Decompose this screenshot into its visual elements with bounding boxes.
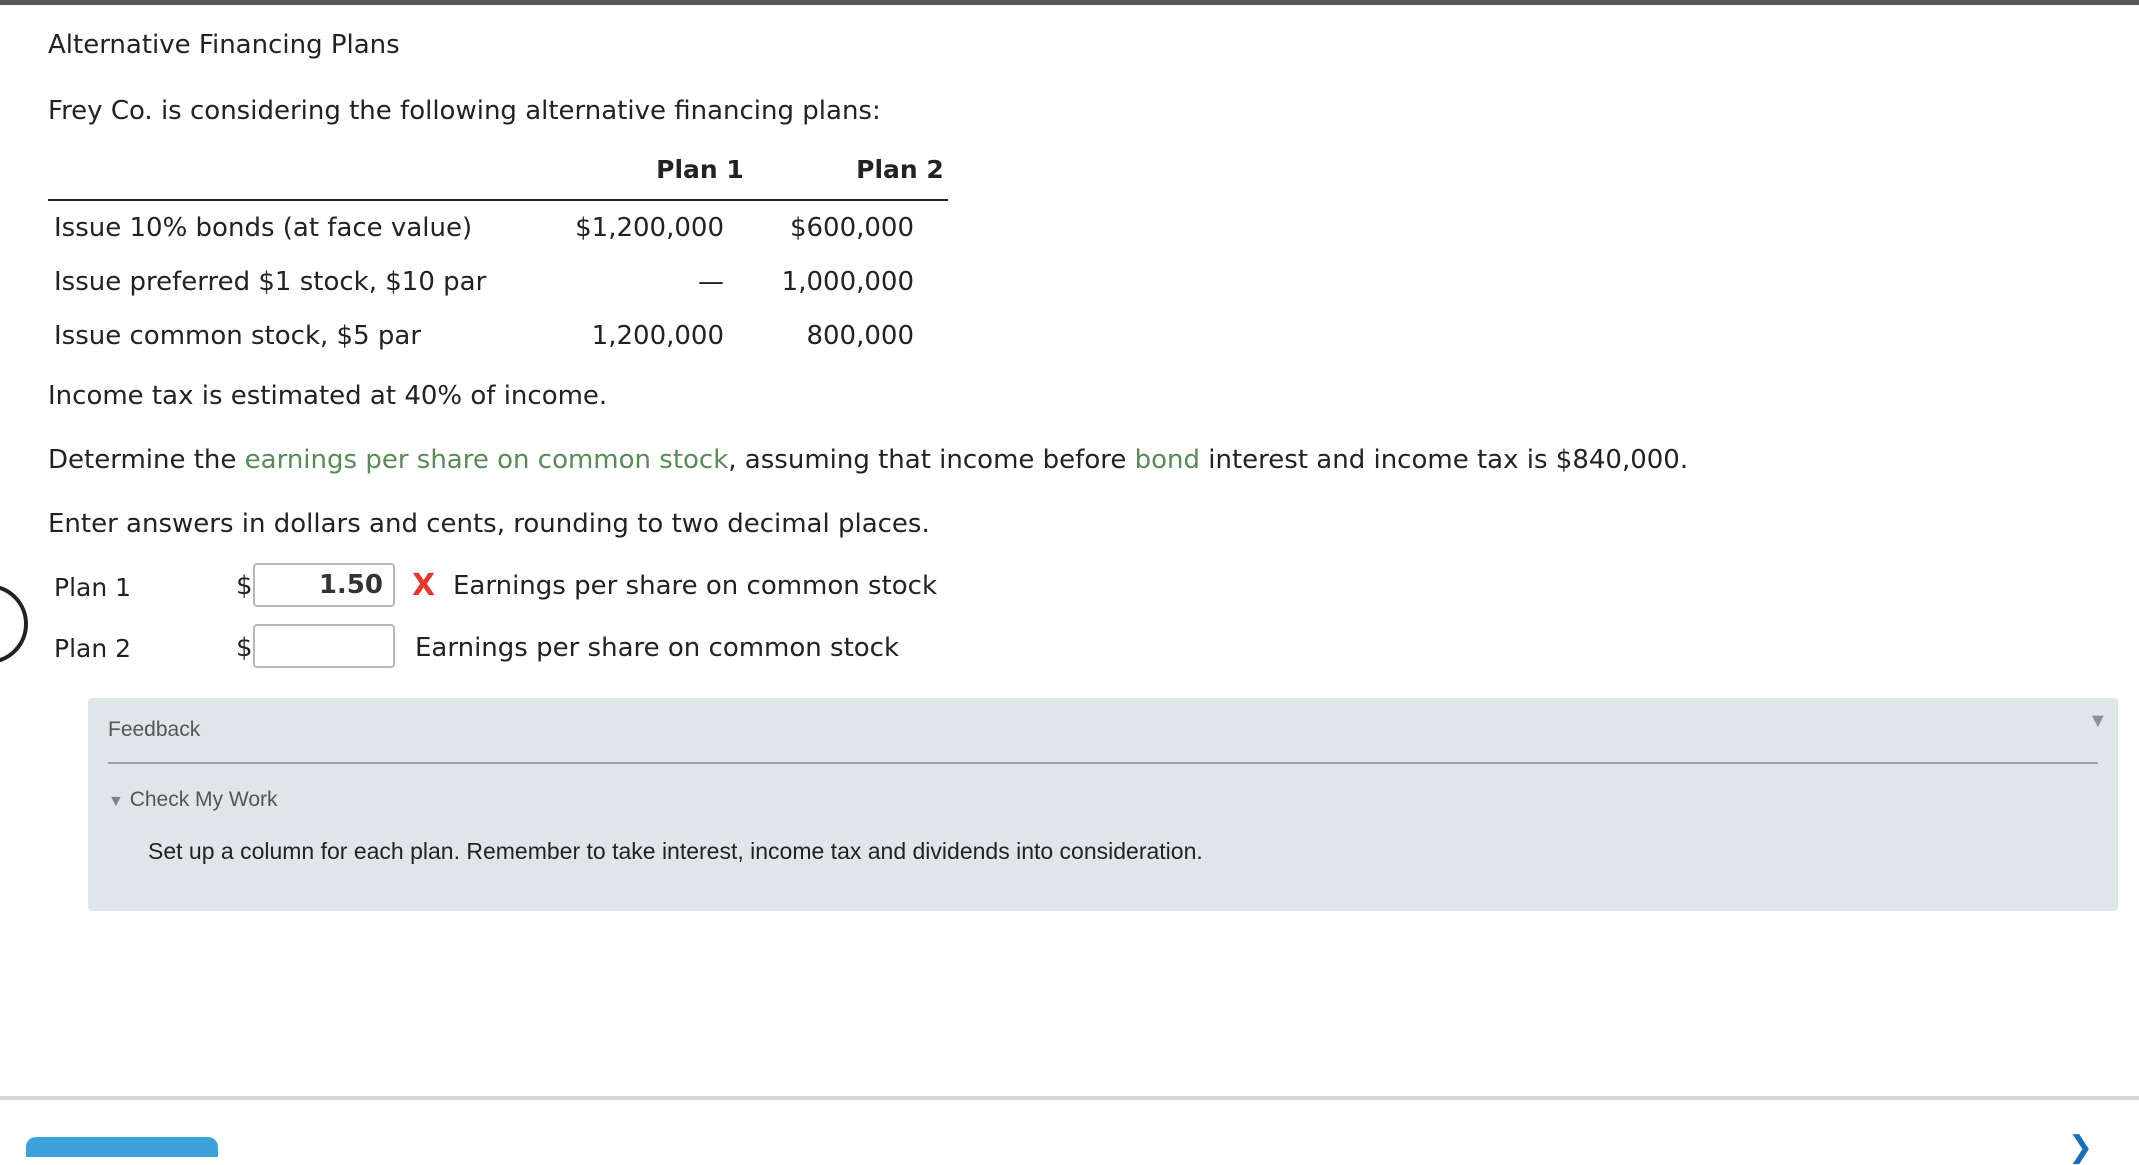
plan-2-eps-input[interactable] — [253, 624, 395, 668]
header-divider — [48, 199, 948, 201]
plan-2-value: $600,000 — [789, 213, 914, 243]
answer-label-plan-1: Plan 1 — [54, 573, 132, 602]
instructions: Enter answers in dollars and cents, rounding to two decimal places. — [48, 509, 930, 539]
term-link-eps[interactable]: earnings per share on common stock — [244, 445, 729, 475]
check-my-work-label: Check My Work — [129, 788, 278, 811]
plan-2-value: 1,000,000 — [781, 267, 914, 297]
row-label: Issue common stock, $5 par — [54, 321, 422, 351]
answer-description: Earnings per share on common stock — [415, 633, 900, 663]
feedback-title: Feedback — [108, 718, 201, 741]
tax-note: Income tax is estimated at 40% of income. — [48, 381, 608, 411]
column-header-plan-1: Plan 1 — [656, 155, 744, 184]
top-bar — [0, 0, 2139, 5]
question-part-3: interest and income tax is $840,000. — [1200, 445, 1689, 475]
currency-symbol: $ — [236, 633, 253, 663]
bottom-button[interactable] — [26, 1137, 218, 1157]
question-part-2: , assuming that income before — [728, 445, 1135, 475]
question-text — [48, 445, 1688, 475]
check-my-work-toggle[interactable] — [108, 788, 278, 812]
term-link-bond[interactable]: bond — [1134, 445, 1201, 475]
column-header-plan-2: Plan 2 — [856, 155, 944, 184]
plan-1-value: 1,200,000 — [591, 321, 724, 351]
triangle-down-icon: ▼ — [108, 793, 124, 810]
row-label: Issue preferred $1 stock, $10 par — [54, 267, 487, 297]
answer-description: Earnings per share on common stock — [453, 571, 938, 601]
problem-intro: Frey Co. is considering the following alternative financing plans: — [48, 96, 881, 126]
problem-title: Alternative Financing Plans — [48, 30, 400, 60]
table-row — [48, 267, 948, 307]
x-mark-icon: X — [412, 568, 436, 603]
plan-1-eps-input[interactable] — [253, 563, 395, 607]
chevron-right-icon[interactable]: ❯ — [2068, 1130, 2094, 1165]
feedback-divider — [108, 762, 2098, 764]
question-part-1: Determine the — [48, 445, 245, 475]
plan-1-value: $1,200,000 — [575, 213, 724, 243]
circle-marker — [0, 584, 28, 664]
row-label: Issue 10% bonds (at face value) — [54, 213, 473, 243]
plan-2-value: 800,000 — [806, 321, 914, 351]
bottom-divider — [0, 1096, 2139, 1100]
answer-label-plan-2: Plan 2 — [54, 634, 132, 663]
table-row — [48, 321, 948, 361]
currency-symbol: $ — [236, 571, 253, 601]
feedback-hint: Set up a column for each plan. Remember to take interest, income tax and dividends into consideration. — [148, 838, 1203, 864]
table-row — [48, 213, 948, 253]
feedback-panel — [88, 698, 2118, 911]
plan-1-value: — — [698, 267, 724, 297]
feedback-toggle-icon[interactable]: ▼ — [2088, 710, 2108, 732]
